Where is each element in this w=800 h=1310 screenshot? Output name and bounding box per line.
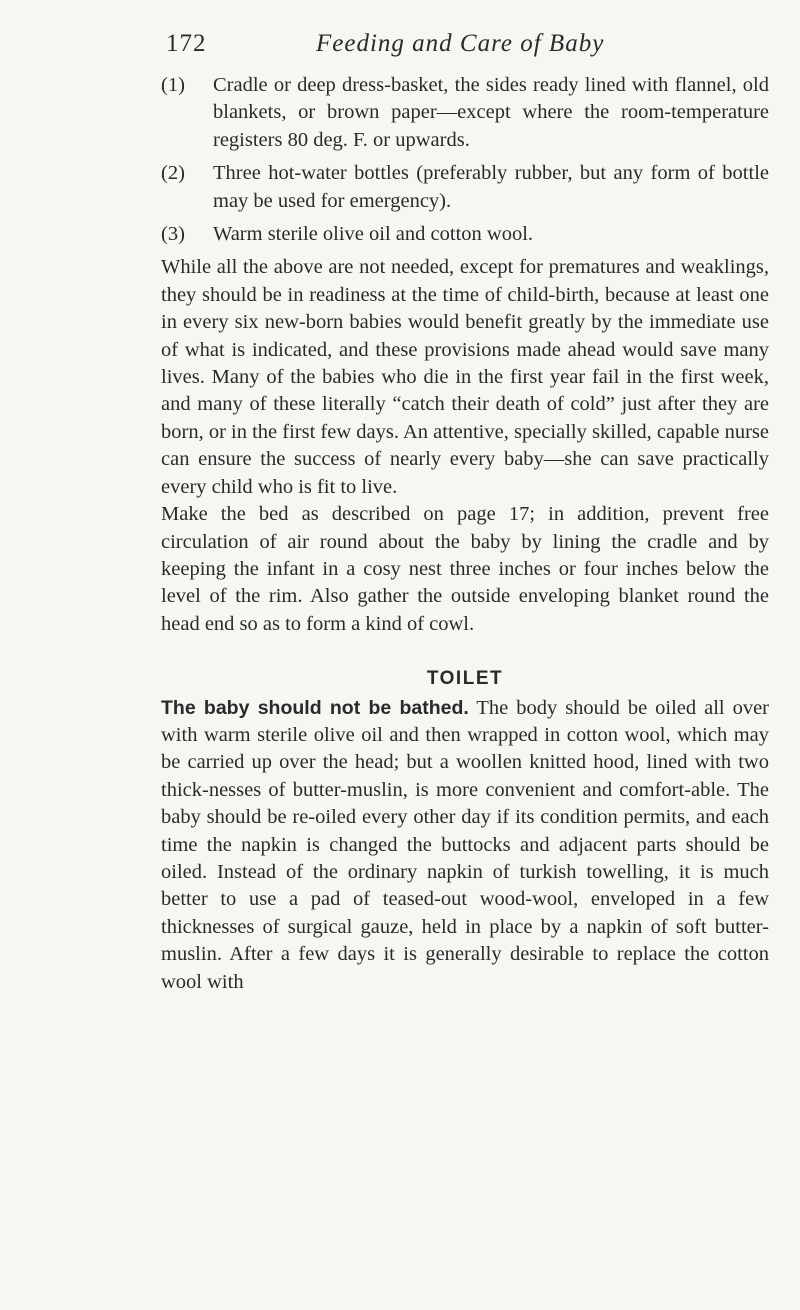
list-item-number: (2) bbox=[161, 162, 185, 185]
list-item-text: Three hot-water bottles (preferably rubber, but any form of bottle may be used for emergency). bbox=[213, 162, 769, 212]
paragraph-bed: Make the bed as described on page 17; in addition, prevent free circulation of air round about the baby by lining the cradle and by keeping the infant in a cosy nest three inches or four inches below the level of the rim. Also gather the outside enveloping blanket round the head end so as to form a kind of cowl. bbox=[161, 503, 769, 635]
list-item-number: (3) bbox=[161, 223, 185, 246]
list-item-number: (1) bbox=[161, 74, 185, 96]
list-item bbox=[161, 72, 769, 154]
toilet-lead-sentence: The baby should not be bathed. bbox=[161, 696, 469, 719]
body-text bbox=[161, 72, 769, 996]
toilet-text: The body should be oiled all over with warm sterile olive oil and then wrapped in cotton wool, which may be carried up over the head; but a woollen knitted hood, lined with two thick-nesses of butter-muslin, is more convenient and comfort-able. The baby should be re-oiled every other day if its condition permits, and each time the napkin is changed the buttocks and adjacent parts should be oiled. Instead of the ordinary napkin of turkish towelling, it is much better to use a pad of teased-out wood-wool, enveloped in a few thicknesses of surgical gauze, held in place by a napkin of soft butter-muslin. After a few days it is generally desirable to replace the cotton wool with bbox=[161, 696, 769, 993]
list-item bbox=[161, 221, 769, 248]
list-item bbox=[161, 160, 769, 215]
page-header bbox=[166, 22, 646, 62]
paragraph-readiness: While all the above are not needed, except for prematures and weaklings, they should be in readiness at the time of child-birth, because at least one in every six new-born babies would benefit greatly by the immediate use of what is indicated, and these provisions made ahead would save many lives. Many of the babies who die in the first year fail in the first week, and many of these literally “catch their death of cold” just after they are born, or in the first few days. An attentive, specially skilled, capable nurse can ensure the success of nearly every baby—she can save practically every child who is fit to live. bbox=[161, 256, 769, 498]
page-number: 172 bbox=[166, 30, 207, 57]
list-item-text: Warm sterile olive oil and cotton wool. bbox=[213, 223, 534, 246]
list-item-text: Cradle or deep dress-basket, the sides ready lined with flannel, old blankets, or brown paper—except where the room-temperature registers 80 deg. F. or upwards. bbox=[213, 74, 769, 151]
section-heading-toilet: TOILET bbox=[426, 668, 504, 690]
running-title: Feeding and Care of Baby bbox=[316, 30, 605, 57]
paragraph-toilet bbox=[161, 695, 769, 996]
